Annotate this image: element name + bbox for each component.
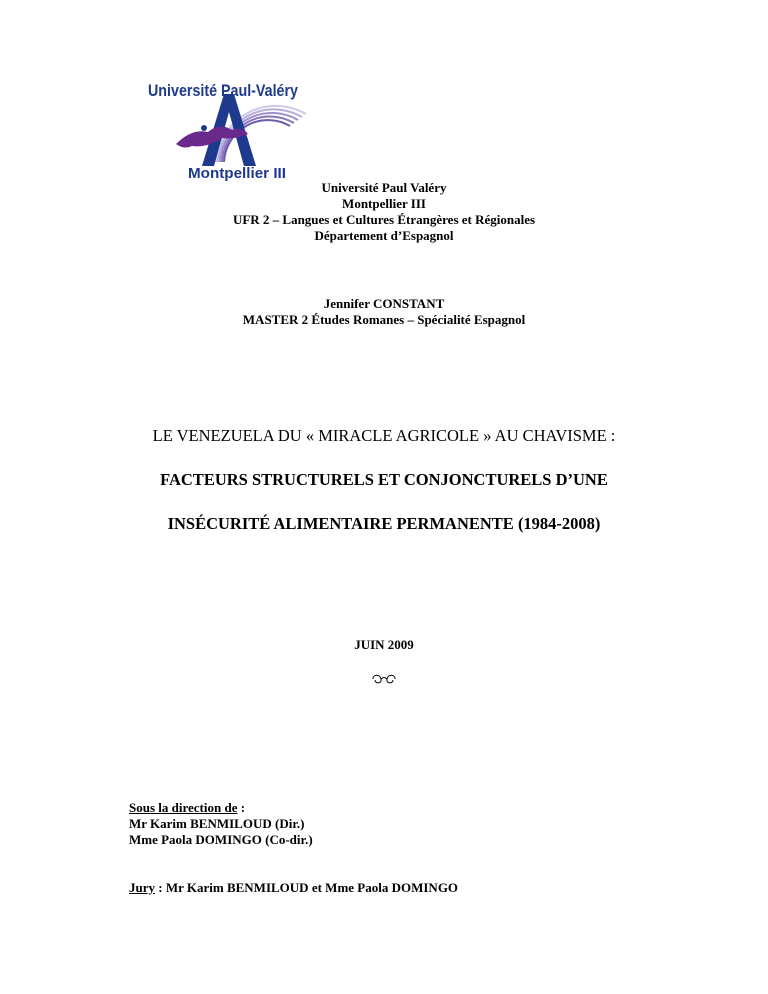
- author-name: Jennifer CONSTANT: [323, 296, 445, 311]
- institution-block: [0, 180, 768, 244]
- svg-text:Université Paul-Valéry: Université Paul-Valéry: [148, 81, 299, 100]
- codirector-name: Mme Paola DOMINGO (Co-dir.): [129, 832, 313, 847]
- svg-text:Montpellier III: Montpellier III: [188, 165, 286, 182]
- title-line-1: LE VENEZUELA DU « MIRACLE AGRICOLE » AU CHAVISME :: [152, 426, 616, 445]
- supervision-label-line: [129, 800, 313, 816]
- jury-line: [129, 880, 458, 896]
- program-name: MASTER 2 Études Romanes – Spécialité Espagnol: [242, 312, 526, 327]
- campus-name: Montpellier III: [342, 196, 426, 211]
- university-name: Université Paul Valéry: [321, 180, 447, 195]
- university-logo: [146, 70, 316, 182]
- supervision-label: Sous la direction de: [129, 800, 238, 815]
- ornament-icon: [0, 672, 768, 690]
- jury-members: : Mr Karim BENMILOUD et Mme Paola DOMINGO: [155, 880, 459, 895]
- jury-label: Jury: [129, 880, 155, 895]
- supervision-block: [129, 800, 313, 848]
- author-block: [0, 296, 768, 328]
- supervision-separator: :: [237, 800, 246, 815]
- department-name: Département d’Espagnol: [314, 228, 454, 243]
- submission-date: JUIN 2009: [354, 637, 414, 652]
- faculty-name: UFR 2 – Langues et Cultures Étrangères et Régionales: [232, 212, 536, 227]
- title-line-3: INSÉCURITÉ ALIMENTAIRE PERMANENTE (1984-2008): [167, 514, 601, 533]
- director-name: Mr Karim BENMILOUD (Dir.): [129, 816, 305, 831]
- title-line-2: FACTEURS STRUCTURELS ET CONJONCTURELS D’UNE: [160, 470, 608, 489]
